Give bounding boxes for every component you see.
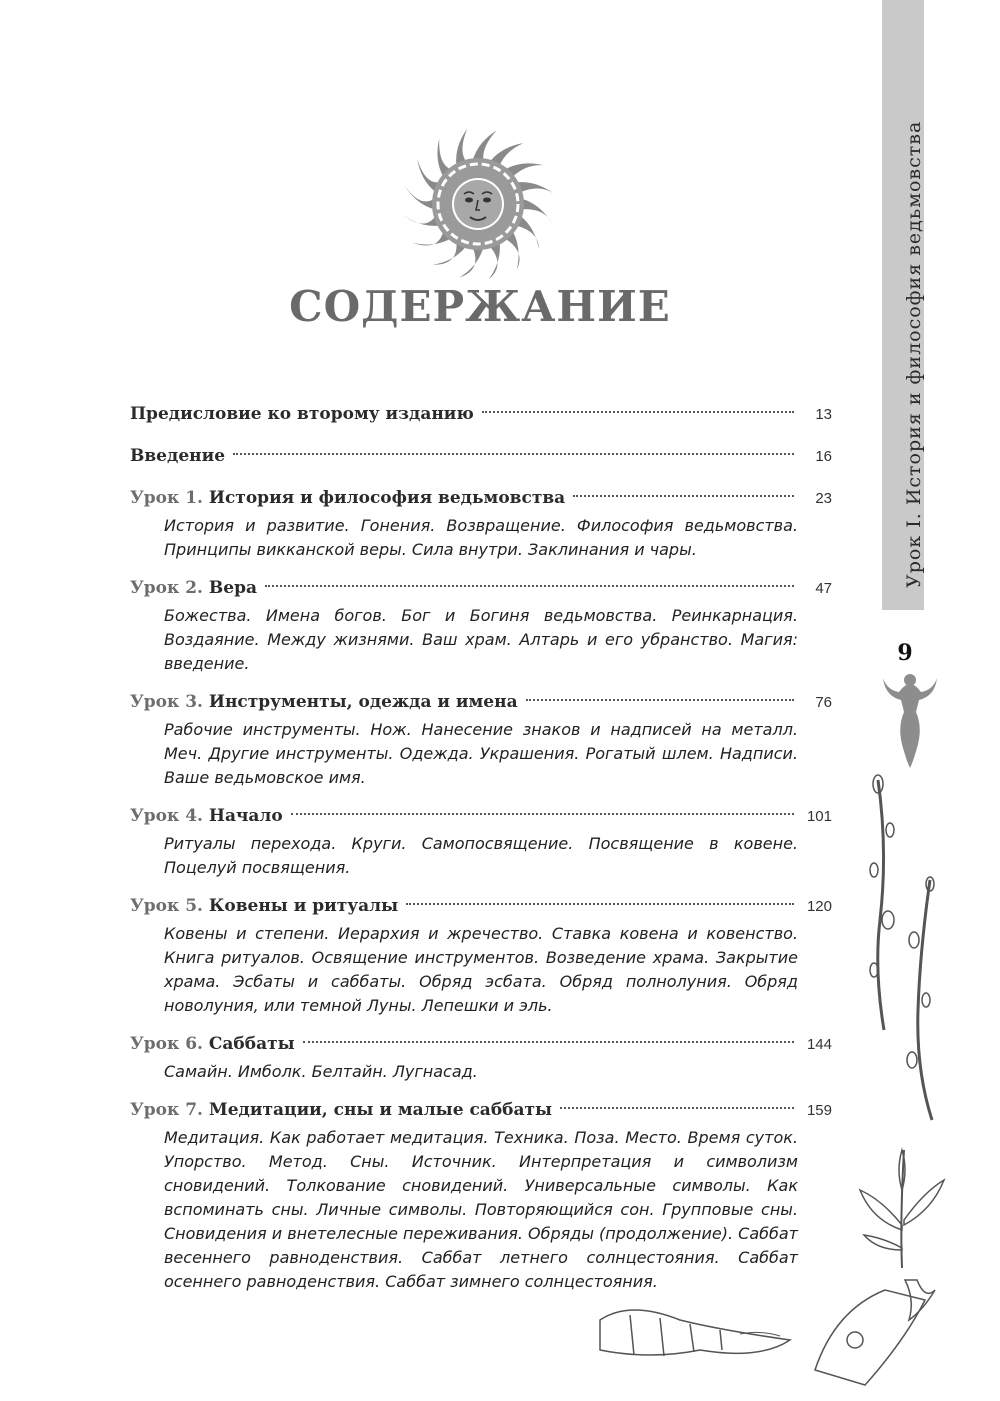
dot-leader (526, 699, 794, 701)
toc-entry-name: Предисловие ко второму изданию (130, 404, 474, 424)
toc-entry-title (130, 686, 518, 718)
toc-entry-line (130, 890, 832, 922)
dot-leader (406, 903, 794, 905)
goddess-figure-icon (875, 668, 945, 768)
toc-page-number: 47 (815, 580, 832, 597)
scroll-and-flower-icon (805, 1270, 955, 1390)
toc-entry (130, 398, 832, 430)
dot-leader (233, 453, 794, 455)
toc-entry-title (130, 890, 398, 922)
toc-entry-title (130, 482, 565, 514)
toc-entry-name: Саббаты (208, 1034, 295, 1054)
toc-page-number: 13 (815, 406, 832, 423)
dot-leader (303, 1041, 794, 1043)
sage-bundle-icon (590, 1290, 800, 1380)
toc-page-number: 101 (806, 808, 832, 825)
toc-entry-line (130, 1094, 832, 1126)
toc-page-number: 144 (806, 1036, 832, 1053)
toc-entry-name: Начало (208, 806, 283, 826)
toc-entry-name: История и философия ведьмовства (208, 488, 566, 508)
dot-leader (482, 411, 794, 413)
toc-page-number: 23 (815, 490, 832, 507)
toc-page-number: 159 (806, 1102, 832, 1119)
toc-entry-line (130, 482, 832, 514)
side-tab-label: Урок I. История и философия ведьмовства (903, 120, 925, 588)
toc-entry-line (130, 440, 832, 472)
toc-entry-title (130, 1094, 552, 1126)
dot-leader (573, 495, 794, 497)
toc-entry-name: Инструменты, одежда и имена (208, 692, 518, 712)
toc-entry-line (130, 800, 832, 832)
dot-leader (291, 813, 794, 815)
toc-entry-name: Медитации, сны и малые саббаты (208, 1100, 553, 1120)
toc-lesson-number: Урок 6. (130, 1034, 203, 1054)
toc-page-number: 120 (806, 898, 832, 915)
toc-entry-description: Ритуалы перехода. Круги. Самопосвящение. Посвящение в ковене. Поцелуй посвящения. (164, 834, 798, 877)
toc-entry-name: Введение (130, 446, 226, 466)
toc-lesson-number: Урок 5. (130, 896, 203, 916)
toc-entry-description: Рабочие инструменты. Нож. Нанесение знаков и надписей на металл. Меч. Другие инструменты. Одежда. Украшения. Рогатый шлем. Надписи. Ваше ведьмовское имя. (164, 720, 798, 787)
toc-entry-line (130, 1028, 832, 1060)
budding-branch-icon (860, 770, 950, 1130)
toc-lesson-number: Урок 1. (130, 488, 203, 508)
toc-entry (130, 890, 832, 1018)
toc-entry (130, 482, 832, 562)
toc-lesson-number: Урок 4. (130, 806, 203, 826)
toc-entry-title (130, 440, 225, 472)
toc-entry-name: Ковены и ритуалы (208, 896, 399, 916)
toc-entry (130, 1094, 832, 1294)
toc-entry-description: Медитация. Как работает медитация. Техника. Поза. Место. Время суток. Упорство. Метод. Сны. Источник. Интерпретация и символизм сновидений. Толкование сновидений. Универсальные символы. Как вспоминать сны. Личные символы. Повторяющийся сон. Групповые сны. Сновидения и внетелесные переживания. Обряды (продолжение). Саббат весеннего равноденствия. Саббат летнего солнцестояния. Саббат осеннего равноденствия. Саббат зимнего солнцестояния. (164, 1128, 798, 1291)
toc-lesson-number: Урок 7. (130, 1100, 203, 1120)
toc-entry-line (130, 686, 832, 718)
dot-leader (265, 585, 794, 587)
toc-entry (130, 440, 832, 472)
toc-entry-description: История и развитие. Гонения. Возвращение. Философия ведьмовства. Принципы викканской веры. Сила внутри. Заклинания и чары. (164, 516, 798, 559)
toc-entry-line (130, 398, 832, 430)
toc-entry-title (130, 572, 257, 604)
toc-entry (130, 1028, 832, 1084)
toc-entry-line (130, 572, 832, 604)
toc-page-number: 76 (815, 694, 832, 711)
toc-lesson-number: Урок 3. (130, 692, 203, 712)
toc-entry (130, 686, 832, 790)
toc-entry (130, 800, 832, 880)
page-number: 9 (897, 640, 913, 666)
toc-entry-description: Божества. Имена богов. Бог и Богиня ведьмовства. Реинкарнация. Воздаяние. Между жизнями. Ваш храм. Алтарь и его убранство. Магия: введение. (164, 606, 798, 673)
toc-page-number: 16 (815, 448, 832, 465)
toc-entry-title (130, 800, 283, 832)
toc-entry-name: Вера (208, 578, 257, 598)
toc-title: СОДЕРЖАНИЕ (289, 282, 671, 331)
toc-entry-description: Ковены и степени. Иерархия и жречество. Ставка ковена и ковенство. Книга ритуалов. Освящение инструментов. Возведение храма. Закрытие храма. Эсбаты и саббаты. Обряд эсбата. Обряд полнолуния. Обряд новолуния, или темной Луны. Лепешки и эль. (164, 924, 798, 1015)
toc-entry-description: Самайн. Имболк. Белтайн. Лугнасад. (164, 1062, 478, 1081)
table-of-contents (130, 398, 832, 1304)
dot-leader (560, 1107, 794, 1109)
toc-lesson-number: Урок 2. (130, 578, 203, 598)
toc-entry (130, 572, 832, 676)
toc-entry-title (130, 1028, 295, 1060)
sun-emblem-icon (398, 124, 558, 284)
herb-leaves-icon (852, 1130, 952, 1270)
toc-entry-title (130, 398, 474, 430)
